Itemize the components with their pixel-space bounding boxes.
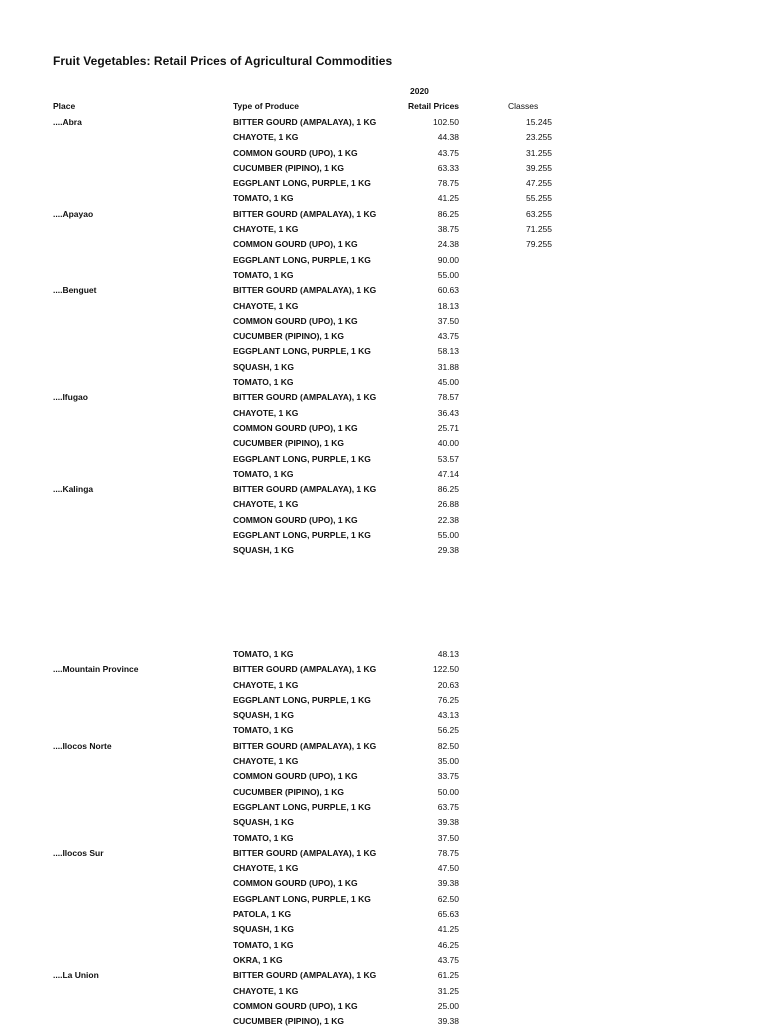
produce-type-cell: TOMATO, 1 KG <box>233 269 294 280</box>
retail-price-cell: 41.25 <box>437 924 459 935</box>
produce-type-cell: SQUASH, 1 KG <box>233 710 294 721</box>
retail-price-cell: 35.00 <box>437 756 459 767</box>
retail-price-cell: 39.38 <box>437 1016 459 1027</box>
retail-price-cell: 46.25 <box>437 939 459 950</box>
produce-type-cell: CUCUMBER (PIPINO), 1 KG <box>233 1016 344 1027</box>
class-value: 79.255 <box>526 239 552 250</box>
table-row <box>0 708 768 723</box>
retail-price-cell: 82.50 <box>437 740 459 751</box>
place-header: Place <box>53 101 76 111</box>
retail-price-cell: 31.25 <box>437 985 459 996</box>
table-row <box>0 938 768 953</box>
table-row <box>0 360 768 375</box>
produce-type-cell: BITTER GOURD (AMPALAYA), 1 KG <box>233 392 377 403</box>
table-row <box>0 390 768 405</box>
retail-price-cell: 55.00 <box>437 269 459 280</box>
retail-price-cell: 53.57 <box>437 453 459 464</box>
retail-price-cell: 39.38 <box>437 878 459 889</box>
page-title: Fruit Vegetables: Retail Prices of Agricultural Commodities <box>53 54 393 68</box>
table-row <box>0 130 768 145</box>
retail-price-cell: 18.13 <box>437 300 459 311</box>
class-value: 71.255 <box>526 224 552 235</box>
produce-type-cell: EGGPLANT LONG, PURPLE, 1 KG <box>233 254 371 265</box>
table-row <box>0 528 768 543</box>
table-row <box>0 253 768 268</box>
retail-price-cell: 33.75 <box>437 771 459 782</box>
place-cell: ....Mountain Province <box>53 664 139 675</box>
class-value: 15.245 <box>526 117 552 127</box>
produce-type-cell: EGGPLANT LONG, PURPLE, 1 KG <box>233 694 371 705</box>
retail-price-cell: 63.33 <box>437 162 459 173</box>
retail-price-cell: 25.00 <box>437 1000 459 1011</box>
retail-price-cell: 65.63 <box>437 909 459 920</box>
produce-type-cell: CHAYOTE, 1 KG <box>233 863 299 874</box>
produce-type-cell: CUCUMBER (PIPINO), 1 KG <box>233 786 344 797</box>
table-row <box>0 329 768 344</box>
table-row <box>0 922 768 937</box>
produce-type-cell: TOMATO, 1 KG <box>233 193 294 204</box>
retail-price-cell: 50.00 <box>437 786 459 797</box>
table-row <box>0 647 768 662</box>
produce-type-cell: CHAYOTE, 1 KG <box>233 132 299 143</box>
produce-type-cell: COMMON GOURD (UPO), 1 KG <box>233 1000 358 1011</box>
table-row <box>0 176 768 191</box>
retail-price-cell: 29.38 <box>437 545 459 556</box>
table-row <box>0 953 768 968</box>
retail-price-cell: 86.25 <box>437 208 459 219</box>
retail-price-cell: 43.13 <box>437 710 459 721</box>
table-row <box>0 283 768 298</box>
table-row <box>0 861 768 876</box>
produce-type-cell: CHAYOTE, 1 KG <box>233 756 299 767</box>
retail-price-cell: 78.75 <box>437 178 459 189</box>
produce-type-cell: SQUASH, 1 KG <box>233 361 294 372</box>
produce-type-cell: SQUASH, 1 KG <box>233 545 294 556</box>
table-row <box>0 115 768 130</box>
retail-price-cell: 86.25 <box>437 484 459 495</box>
class-value: 47.255 <box>526 178 552 189</box>
produce-type-cell: EGGPLANT LONG, PURPLE, 1 KG <box>233 893 371 904</box>
place-cell: ....Ifugao <box>53 392 88 403</box>
table-row <box>0 543 768 558</box>
table-row <box>0 907 768 922</box>
class-value: 31.255 <box>526 147 552 158</box>
produce-type-cell: OKRA, 1 KG <box>233 954 283 965</box>
produce-type-cell: CUCUMBER (PIPINO), 1 KG <box>233 331 344 342</box>
table-row <box>0 406 768 421</box>
place-cell: ....La Union <box>53 970 99 981</box>
table-row <box>0 161 768 176</box>
retail-price-cell: 26.88 <box>437 499 459 510</box>
produce-type-cell: CHAYOTE, 1 KG <box>233 499 299 510</box>
table-row <box>0 815 768 830</box>
produce-type-cell: EGGPLANT LONG, PURPLE, 1 KG <box>233 801 371 812</box>
place-cell: ....Kalinga <box>53 484 94 495</box>
table-row <box>0 968 768 983</box>
produce-type-cell: BITTER GOURD (AMPALAYA), 1 KG <box>233 740 377 751</box>
produce-type-cell: CHAYOTE, 1 KG <box>233 985 299 996</box>
table-row <box>0 831 768 846</box>
table-row <box>0 452 768 467</box>
retail-price-cell: 40.00 <box>437 438 459 449</box>
retail-price-cell: 38.75 <box>437 224 459 235</box>
produce-type-cell: TOMATO, 1 KG <box>233 468 294 479</box>
table-row <box>0 513 768 528</box>
table-row <box>0 222 768 237</box>
produce-type-cell: CHAYOTE, 1 KG <box>233 300 299 311</box>
retail-price-cell: 56.25 <box>437 725 459 736</box>
table-row <box>0 876 768 891</box>
produce-type-cell: COMMON GOURD (UPO), 1 KG <box>233 771 358 782</box>
retail-price-cell: 37.50 <box>437 832 459 843</box>
produce-type-cell: BITTER GOURD (AMPALAYA), 1 KG <box>233 208 377 219</box>
table-row <box>0 769 768 784</box>
retail-price-cell: 78.75 <box>437 847 459 858</box>
year-header: 2020 <box>410 86 429 96</box>
produce-type-cell: COMMON GOURD (UPO), 1 KG <box>233 315 358 326</box>
price-table-bottom <box>0 647 768 1029</box>
produce-type-cell: SQUASH, 1 KG <box>233 817 294 828</box>
retail-price-cell: 48.13 <box>437 649 459 659</box>
produce-type-cell: SQUASH, 1 KG <box>233 924 294 935</box>
produce-type-cell: BITTER GOURD (AMPALAYA), 1 KG <box>233 285 377 296</box>
produce-type-cell: TOMATO, 1 KG <box>233 377 294 388</box>
produce-type-cell: COMMON GOURD (UPO), 1 KG <box>233 147 358 158</box>
produce-type-cell: EGGPLANT LONG, PURPLE, 1 KG <box>233 346 371 357</box>
table-row <box>0 999 768 1014</box>
produce-type-cell: COMMON GOURD (UPO), 1 KG <box>233 422 358 433</box>
retail-price-cell: 43.75 <box>437 331 459 342</box>
produce-type-cell: CHAYOTE, 1 KG <box>233 224 299 235</box>
retail-price-cell: 61.25 <box>437 970 459 981</box>
retail-price-cell: 44.38 <box>437 132 459 143</box>
retail-price-cell: 45.00 <box>437 377 459 388</box>
table-row <box>0 723 768 738</box>
produce-type-cell: BITTER GOURD (AMPALAYA), 1 KG <box>233 847 377 858</box>
retail-price-cell: 20.63 <box>437 679 459 690</box>
table-row <box>0 800 768 815</box>
retail-price-cell: 90.00 <box>437 254 459 265</box>
retail-prices-header: Retail Prices <box>408 101 460 111</box>
produce-type-cell: CHAYOTE, 1 KG <box>233 407 299 418</box>
table-row <box>0 191 768 206</box>
retail-price-cell: 78.57 <box>437 392 459 403</box>
table-row <box>0 892 768 907</box>
retail-price-cell: 31.88 <box>437 361 459 372</box>
retail-price-cell: 43.75 <box>437 954 459 965</box>
table-row <box>0 467 768 482</box>
produce-type-cell: TOMATO, 1 KG <box>233 939 294 950</box>
table-row <box>0 678 768 693</box>
table-row <box>0 421 768 436</box>
retail-price-cell: 37.50 <box>437 315 459 326</box>
produce-type-cell: EGGPLANT LONG, PURPLE, 1 KG <box>233 530 371 541</box>
retail-price-cell: 55.00 <box>437 530 459 541</box>
table-row <box>0 739 768 754</box>
table-row <box>0 1014 768 1029</box>
produce-type-cell: EGGPLANT LONG, PURPLE, 1 KG <box>233 453 371 464</box>
produce-type-cell: TOMATO, 1 KG <box>233 649 294 659</box>
retail-price-cell: 39.38 <box>437 817 459 828</box>
class-value: 39.255 <box>526 162 552 173</box>
table-row <box>0 693 768 708</box>
produce-type-cell: COMMON GOURD (UPO), 1 KG <box>233 514 358 525</box>
table-row <box>0 375 768 390</box>
table-row <box>0 984 768 999</box>
produce-type-cell: COMMON GOURD (UPO), 1 KG <box>233 878 358 889</box>
retail-price-cell: 22.38 <box>437 514 459 525</box>
produce-type-cell: CUCUMBER (PIPINO), 1 KG <box>233 438 344 449</box>
retail-price-cell: 122.50 <box>433 664 459 675</box>
table-row <box>0 754 768 769</box>
table-row <box>0 846 768 861</box>
produce-type-cell: CHAYOTE, 1 KG <box>233 679 299 690</box>
table-row <box>0 785 768 800</box>
produce-type-cell: BITTER GOURD (AMPALAYA), 1 KG <box>233 970 377 981</box>
produce-type-cell: CUCUMBER (PIPINO), 1 KG <box>233 162 344 173</box>
produce-type-cell: BITTER GOURD (AMPALAYA), 1 KG <box>233 664 377 675</box>
retail-price-cell: 25.71 <box>437 422 459 433</box>
class-value: 23.255 <box>526 132 552 143</box>
table-row <box>0 436 768 451</box>
retail-price-cell: 62.50 <box>437 893 459 904</box>
place-cell: ....Apayao <box>53 208 94 219</box>
retail-price-cell: 36.43 <box>437 407 459 418</box>
table-row <box>0 497 768 512</box>
produce-type-cell: TOMATO, 1 KG <box>233 832 294 843</box>
table-row <box>0 207 768 222</box>
table-row <box>0 299 768 314</box>
produce-type-cell: EGGPLANT LONG, PURPLE, 1 KG <box>233 178 371 189</box>
retail-price-cell: 76.25 <box>437 694 459 705</box>
place-cell: ....Ilocos Sur <box>53 847 104 858</box>
retail-price-cell: 58.13 <box>437 346 459 357</box>
place-cell: ....Ilocos Norte <box>53 740 112 751</box>
retail-price-cell: 24.38 <box>437 239 459 250</box>
place-cell: ....Abra <box>53 117 82 127</box>
table-row <box>0 237 768 252</box>
type-of-produce-header: Type of Produce <box>233 101 299 111</box>
retail-price-cell: 60.63 <box>437 285 459 296</box>
produce-type-cell: BITTER GOURD (AMPALAYA), 1 KG <box>233 484 377 495</box>
table-row <box>0 314 768 329</box>
produce-type-cell: PATOLA, 1 KG <box>233 909 292 920</box>
table-row <box>0 482 768 497</box>
table-row <box>0 146 768 161</box>
table-row <box>0 344 768 359</box>
retail-price-cell: 63.75 <box>437 801 459 812</box>
produce-type-cell: COMMON GOURD (UPO), 1 KG <box>233 239 358 250</box>
table-row <box>0 268 768 283</box>
place-cell: ....Benguet <box>53 285 97 296</box>
produce-type-cell: BITTER GOURD (AMPALAYA), 1 KG <box>233 117 377 127</box>
retail-price-cell: 43.75 <box>437 147 459 158</box>
class-value: 55.255 <box>526 193 552 204</box>
retail-price-cell: 47.50 <box>437 863 459 874</box>
retail-price-cell: 41.25 <box>437 193 459 204</box>
retail-price-cell: 47.14 <box>437 468 459 479</box>
table-row <box>0 662 768 677</box>
price-table-top <box>0 115 768 559</box>
classes-header: Classes <box>508 101 539 111</box>
class-value: 63.255 <box>526 208 552 219</box>
retail-price-cell: 102.50 <box>433 117 459 127</box>
produce-type-cell: TOMATO, 1 KG <box>233 725 294 736</box>
